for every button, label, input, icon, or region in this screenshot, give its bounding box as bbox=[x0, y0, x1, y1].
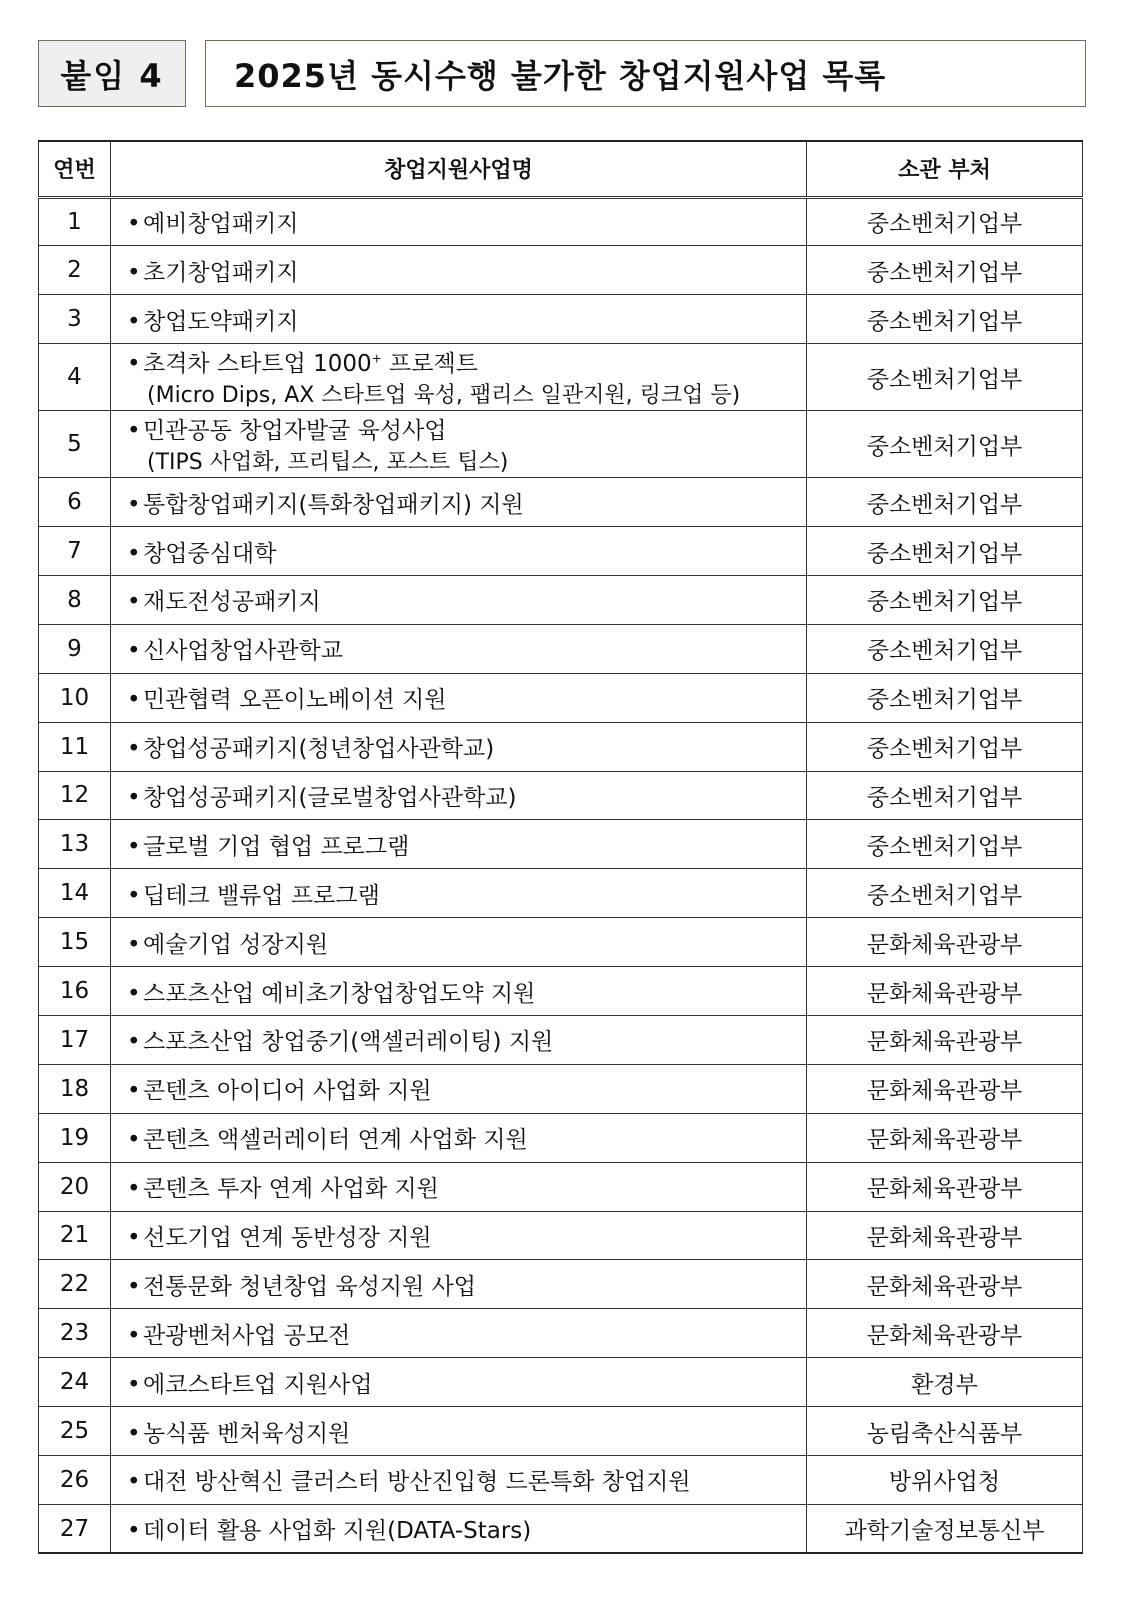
program-name-line bbox=[127, 583, 805, 616]
ministry-cell: 문화체육관광부 bbox=[807, 1015, 1083, 1064]
ministry-cell: 중소벤처기업부 bbox=[807, 411, 1083, 478]
table-row bbox=[39, 1309, 1083, 1358]
row-number: 21 bbox=[39, 1211, 111, 1260]
column-header-program: 창업지원사업명 bbox=[111, 141, 807, 197]
ministry-cell: 중소벤처기업부 bbox=[807, 197, 1083, 246]
program-name-cell bbox=[111, 1260, 807, 1309]
table-row bbox=[39, 344, 1083, 411]
table-row bbox=[39, 1455, 1083, 1504]
row-number: 12 bbox=[39, 771, 111, 820]
program-name-cell bbox=[111, 1455, 807, 1504]
program-name-superscript: + bbox=[371, 351, 382, 366]
ministry-cell: 문화체육관광부 bbox=[807, 967, 1083, 1016]
program-name-line bbox=[127, 1512, 805, 1545]
program-name-cell bbox=[111, 918, 807, 967]
program-name-cell bbox=[111, 527, 807, 576]
row-number: 25 bbox=[39, 1407, 111, 1456]
program-name: 초격차 스타트업 1000 bbox=[143, 351, 372, 378]
program-name-subline: (TIPS 사업화, 프리팁스, 포스트 팁스) bbox=[147, 450, 509, 476]
row-number: 7 bbox=[39, 527, 111, 576]
program-name-cell bbox=[111, 869, 807, 918]
program-name-line bbox=[127, 1170, 805, 1203]
program-name: 에코스타트업 지원사업 bbox=[143, 1371, 373, 1398]
row-number: 8 bbox=[39, 575, 111, 624]
table-header-row bbox=[39, 141, 1083, 197]
bullet-icon: • bbox=[127, 931, 141, 958]
program-name-line bbox=[127, 926, 805, 959]
program-name-cell bbox=[111, 1211, 807, 1260]
program-name-cell bbox=[111, 1504, 807, 1553]
bullet-icon: • bbox=[127, 833, 141, 860]
program-name-line bbox=[127, 730, 805, 763]
table-row bbox=[39, 918, 1083, 967]
bullet-icon: • bbox=[127, 540, 141, 567]
program-name-cell bbox=[111, 246, 807, 295]
table-row bbox=[39, 1504, 1083, 1553]
program-name-line bbox=[127, 254, 805, 287]
program-name: 창업성공패키지(청년창업사관학교) bbox=[143, 736, 495, 763]
table-row bbox=[39, 771, 1083, 820]
program-name-cell bbox=[111, 771, 807, 820]
program-name-line bbox=[127, 1317, 805, 1350]
program-name-line bbox=[127, 681, 805, 714]
program-name-cell bbox=[111, 1358, 807, 1407]
table-row bbox=[39, 1260, 1083, 1309]
program-name-cell bbox=[111, 344, 807, 411]
row-number: 17 bbox=[39, 1015, 111, 1064]
table-row bbox=[39, 1407, 1083, 1456]
program-name-cell bbox=[111, 673, 807, 722]
row-number: 13 bbox=[39, 820, 111, 869]
ministry-cell: 중소벤처기업부 bbox=[807, 478, 1083, 527]
program-name-tail: 프로젝트 bbox=[381, 351, 478, 378]
bullet-icon: • bbox=[127, 687, 141, 714]
table-row bbox=[39, 1358, 1083, 1407]
program-name-cell bbox=[111, 722, 807, 771]
program-name-line bbox=[127, 1463, 805, 1496]
program-name: 글로벌 기업 협업 프로그램 bbox=[143, 833, 410, 860]
program-name-line bbox=[127, 486, 805, 519]
column-header-number: 연번 bbox=[39, 141, 111, 197]
program-name-cell bbox=[111, 478, 807, 527]
row-number: 6 bbox=[39, 478, 111, 527]
program-name: 민관공동 창업자발굴 육성사업 bbox=[143, 418, 447, 445]
program-name-line bbox=[127, 632, 805, 665]
program-name: 선도기업 연계 동반성장 지원 bbox=[143, 1224, 432, 1251]
row-number: 1 bbox=[39, 197, 111, 246]
bullet-icon: • bbox=[127, 638, 141, 665]
table-row bbox=[39, 197, 1083, 246]
row-number: 20 bbox=[39, 1162, 111, 1211]
program-name-line bbox=[127, 1366, 805, 1399]
program-name: 콘텐츠 투자 연계 사업화 지원 bbox=[143, 1176, 439, 1203]
program-name: 신사업창업사관학교 bbox=[143, 638, 343, 665]
program-name-line bbox=[127, 205, 805, 238]
ministry-cell: 문화체육관광부 bbox=[807, 1260, 1083, 1309]
ministry-cell: 과학기술정보통신부 bbox=[807, 1504, 1083, 1553]
table-row bbox=[39, 527, 1083, 576]
ministry-cell: 중소벤처기업부 bbox=[807, 869, 1083, 918]
program-name-line bbox=[127, 1219, 805, 1252]
ministry-cell: 중소벤처기업부 bbox=[807, 722, 1083, 771]
table-row bbox=[39, 722, 1083, 771]
program-name-line bbox=[127, 1268, 805, 1301]
ministry-cell: 중소벤처기업부 bbox=[807, 771, 1083, 820]
program-name-line bbox=[127, 779, 805, 812]
program-name: 콘텐츠 아이디어 사업화 지원 bbox=[143, 1078, 432, 1105]
program-name-line bbox=[127, 975, 805, 1008]
document-title: 2025년 동시수행 불가한 창업지원사업 목록 bbox=[234, 56, 887, 95]
ministry-cell: 환경부 bbox=[807, 1358, 1083, 1407]
bullet-icon: • bbox=[127, 882, 141, 909]
row-number: 27 bbox=[39, 1504, 111, 1553]
program-name-cell bbox=[111, 197, 807, 246]
bullet-icon: • bbox=[127, 1371, 141, 1398]
row-number: 22 bbox=[39, 1260, 111, 1309]
program-name: 창업도약패키지 bbox=[143, 308, 299, 335]
program-name-line bbox=[127, 828, 805, 861]
program-name-line bbox=[127, 303, 805, 336]
program-name-cell bbox=[111, 624, 807, 673]
row-number: 24 bbox=[39, 1358, 111, 1407]
program-name: 통합창업패키지(특화창업패키지) 지원 bbox=[143, 491, 524, 518]
document-title-box bbox=[205, 40, 1086, 107]
column-header-ministry: 소관 부처 bbox=[807, 141, 1083, 197]
table-row bbox=[39, 575, 1083, 624]
bullet-icon: • bbox=[127, 1273, 141, 1300]
row-number: 14 bbox=[39, 869, 111, 918]
program-name: 재도전성공패키지 bbox=[143, 589, 321, 616]
program-name-line bbox=[127, 1072, 805, 1105]
row-number: 26 bbox=[39, 1455, 111, 1504]
bullet-icon: • bbox=[127, 1176, 141, 1203]
program-name: 데이터 활용 사업화 지원(DATA-Stars) bbox=[143, 1518, 532, 1545]
ministry-cell: 문화체육관광부 bbox=[807, 1211, 1083, 1260]
attachment-label-text: 붙임 4 bbox=[60, 56, 164, 95]
program-name-cell bbox=[111, 1113, 807, 1162]
bullet-icon: • bbox=[127, 259, 141, 286]
bullet-icon: • bbox=[127, 211, 141, 238]
ministry-cell: 중소벤처기업부 bbox=[807, 527, 1083, 576]
program-name-line bbox=[127, 1023, 805, 1056]
bullet-icon: • bbox=[127, 1322, 141, 1349]
program-name: 콘텐츠 액셀러레이터 연계 사업화 지원 bbox=[143, 1127, 528, 1154]
program-name: 초기창업패키지 bbox=[143, 259, 299, 286]
row-number: 23 bbox=[39, 1309, 111, 1358]
program-name-cell bbox=[111, 1309, 807, 1358]
row-number: 11 bbox=[39, 722, 111, 771]
ministry-cell: 문화체육관광부 bbox=[807, 1064, 1083, 1113]
program-table bbox=[38, 140, 1083, 1554]
table-row bbox=[39, 478, 1083, 527]
row-number: 15 bbox=[39, 918, 111, 967]
program-name-cell bbox=[111, 1015, 807, 1064]
program-name: 예술기업 성장지원 bbox=[143, 931, 329, 958]
table-row bbox=[39, 624, 1083, 673]
program-name-cell bbox=[111, 295, 807, 344]
program-name-cell bbox=[111, 1162, 807, 1211]
program-name: 관광벤처사업 공모전 bbox=[143, 1322, 351, 1349]
ministry-cell: 중소벤처기업부 bbox=[807, 624, 1083, 673]
ministry-cell: 문화체육관광부 bbox=[807, 1113, 1083, 1162]
table-row bbox=[39, 869, 1083, 918]
program-name-line bbox=[127, 535, 805, 568]
row-number: 5 bbox=[39, 411, 111, 478]
bullet-icon: • bbox=[127, 1224, 141, 1251]
ministry-cell: 문화체육관광부 bbox=[807, 918, 1083, 967]
program-name-cell bbox=[111, 820, 807, 869]
program-name: 예비창업패키지 bbox=[143, 211, 299, 238]
table-row bbox=[39, 673, 1083, 722]
program-name-line bbox=[127, 877, 805, 910]
table-row bbox=[39, 1064, 1083, 1113]
table-row bbox=[39, 295, 1083, 344]
ministry-cell: 중소벤처기업부 bbox=[807, 575, 1083, 624]
row-number: 2 bbox=[39, 246, 111, 295]
program-name-line bbox=[127, 345, 805, 378]
program-name-line bbox=[127, 1121, 805, 1154]
program-name: 창업성공패키지(글로벌창업사관학교) bbox=[143, 784, 517, 811]
row-number: 4 bbox=[39, 344, 111, 411]
program-name: 스포츠산업 예비초기창업창업도약 지원 bbox=[143, 980, 536, 1007]
bullet-icon: • bbox=[127, 1029, 141, 1056]
bullet-icon: • bbox=[127, 418, 141, 445]
bullet-icon: • bbox=[127, 308, 141, 335]
table-row bbox=[39, 1162, 1083, 1211]
row-number: 19 bbox=[39, 1113, 111, 1162]
row-number: 18 bbox=[39, 1064, 111, 1113]
table-row bbox=[39, 1211, 1083, 1260]
ministry-cell: 중소벤처기업부 bbox=[807, 246, 1083, 295]
ministry-cell: 방위사업청 bbox=[807, 1455, 1083, 1504]
table-row bbox=[39, 820, 1083, 869]
ministry-cell: 중소벤처기업부 bbox=[807, 820, 1083, 869]
bullet-icon: • bbox=[127, 491, 141, 518]
program-name-line bbox=[127, 412, 805, 445]
row-number: 9 bbox=[39, 624, 111, 673]
program-name: 스포츠산업 창업중기(액셀러레이팅) 지원 bbox=[143, 1029, 554, 1056]
program-name-cell bbox=[111, 967, 807, 1016]
program-name-cell bbox=[111, 1407, 807, 1456]
ministry-cell: 중소벤처기업부 bbox=[807, 344, 1083, 411]
program-name: 창업중심대학 bbox=[143, 540, 277, 567]
ministry-cell: 문화체육관광부 bbox=[807, 1309, 1083, 1358]
program-name: 딥테크 밸류업 프로그램 bbox=[143, 882, 380, 909]
program-name-cell bbox=[111, 411, 807, 478]
table-row bbox=[39, 967, 1083, 1016]
ministry-cell: 문화체육관광부 bbox=[807, 1162, 1083, 1211]
table-row bbox=[39, 1015, 1083, 1064]
bullet-icon: • bbox=[127, 351, 141, 378]
ministry-cell: 농림축산식품부 bbox=[807, 1407, 1083, 1456]
program-name: 전통문화 청년창업 육성지원 사업 bbox=[143, 1273, 476, 1300]
bullet-icon: • bbox=[127, 736, 141, 763]
program-name-cell bbox=[111, 575, 807, 624]
bullet-icon: • bbox=[127, 980, 141, 1007]
bullet-icon: • bbox=[127, 1127, 141, 1154]
bullet-icon: • bbox=[127, 1518, 141, 1545]
table-row bbox=[39, 411, 1083, 478]
program-name-line bbox=[127, 1415, 805, 1448]
table-row bbox=[39, 1113, 1083, 1162]
bullet-icon: • bbox=[127, 589, 141, 616]
program-name: 대전 방산혁신 클러스터 방산진입형 드론특화 창업지원 bbox=[143, 1469, 691, 1496]
bullet-icon: • bbox=[127, 1469, 141, 1496]
program-name-subline: (Micro Dips, AX 스타트업 육성, 팹리스 일관지원, 링크업 등) bbox=[147, 383, 741, 409]
bullet-icon: • bbox=[127, 1078, 141, 1105]
table-header bbox=[39, 141, 1083, 197]
table-body bbox=[39, 197, 1083, 1553]
program-name: 민관협력 오픈이노베이션 지원 bbox=[143, 687, 447, 714]
bullet-icon: • bbox=[127, 784, 141, 811]
attachment-label bbox=[38, 40, 186, 107]
row-number: 3 bbox=[39, 295, 111, 344]
ministry-cell: 중소벤처기업부 bbox=[807, 673, 1083, 722]
table-row bbox=[39, 246, 1083, 295]
program-name: 농식품 벤처육성지원 bbox=[143, 1420, 351, 1447]
ministry-cell: 중소벤처기업부 bbox=[807, 295, 1083, 344]
bullet-icon: • bbox=[127, 1420, 141, 1447]
row-number: 10 bbox=[39, 673, 111, 722]
program-name-cell bbox=[111, 1064, 807, 1113]
row-number: 16 bbox=[39, 967, 111, 1016]
